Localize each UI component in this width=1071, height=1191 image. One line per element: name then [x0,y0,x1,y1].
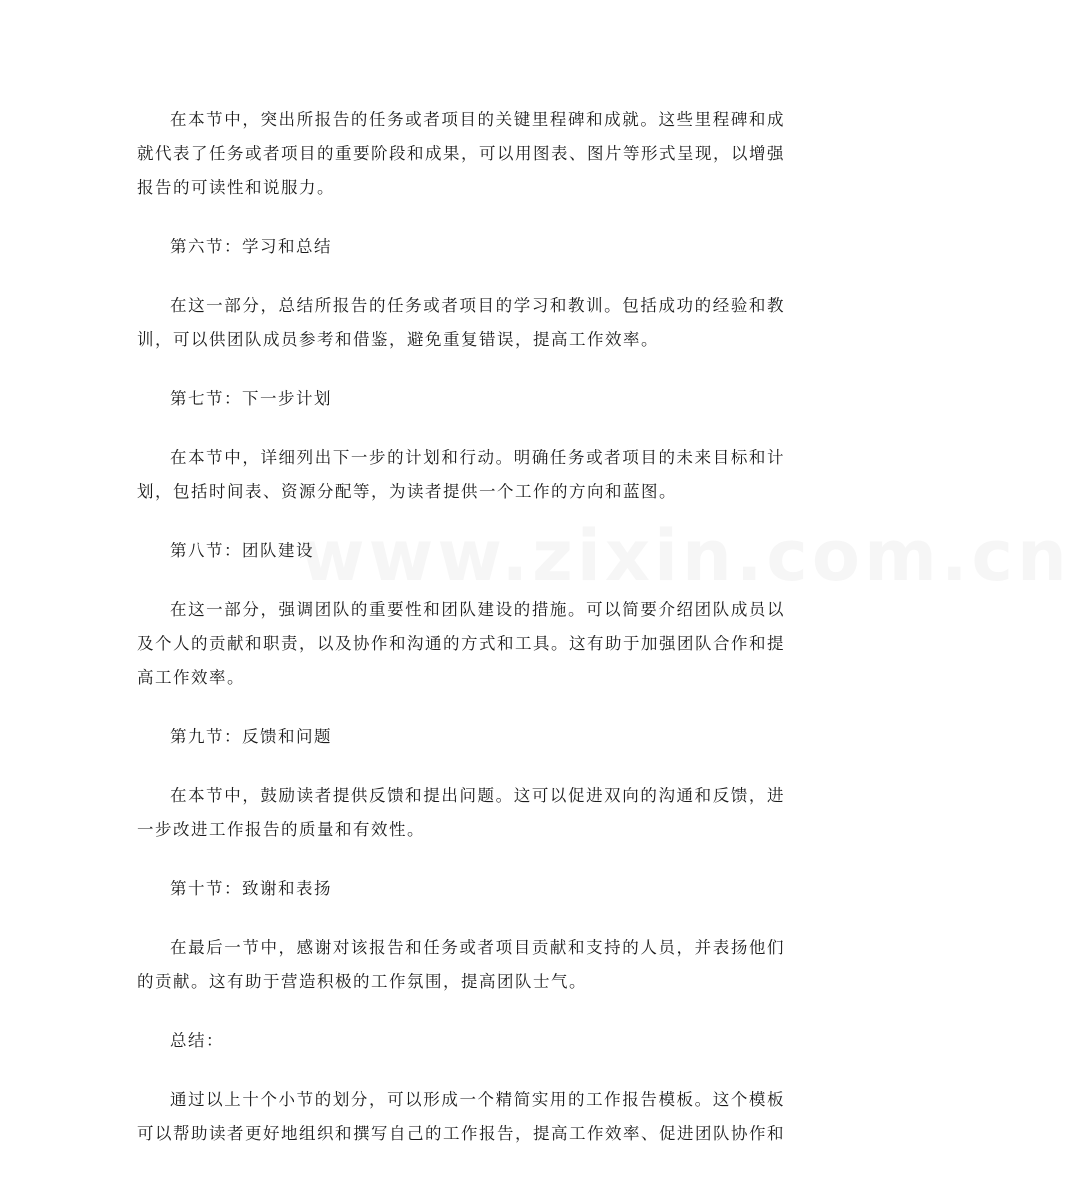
section-heading-7: 第七节：下一步计划 [170,389,332,408]
section-heading-6: 第六节：学习和总结 [170,237,332,256]
section-heading-10: 第十节：致谢和表扬 [170,879,332,898]
paragraph-feedback: 在本节中，鼓励读者提供反馈和提出问题。这可以促进双向的沟通和反馈，进一步改进工作报告的质量和有效性。 [137,786,785,839]
paragraph-summary: 通过以上十个小节的划分，可以形成一个精简实用的工作报告模板。这个模板可以帮助读者更好地组织和撰写自己的工作报告，提高工作效率、促进团队协作和 [137,1090,785,1143]
paragraph-team-building: 在这一部分，强调团队的重要性和团队建设的措施。可以简要介绍团队成员以及个人的贡献和职责，以及协作和沟通的方式和工具。这有助于加强团队合作和提高工作效率。 [137,600,785,687]
summary-heading: 总结： [170,1031,224,1050]
document-body [137,103,785,1176]
watermark-text: www.zixin.com.cn [300,515,1071,597]
section-heading-8: 第八节：团队建设 [170,541,314,560]
paragraph-thanks: 在最后一节中，感谢对该报告和任务或者项目贡献和支持的人员，并表扬他们的贡献。这有助于营造积极的工作氛围，提高团队士气。 [137,938,785,991]
section-heading-9: 第九节：反馈和问题 [170,727,332,746]
paragraph-next-steps: 在本节中，详细列出下一步的计划和行动。明确任务或者项目的未来目标和计划，包括时间表、资源分配等，为读者提供一个工作的方向和蓝图。 [137,448,785,501]
paragraph-learning: 在这一部分，总结所报告的任务或者项目的学习和教训。包括成功的经验和教训，可以供团队成员参考和借鉴，避免重复错误，提高工作效率。 [137,296,785,349]
paragraph-milestones: 在本节中，突出所报告的任务或者项目的关键里程碑和成就。这些里程碑和成就代表了任务或者项目的重要阶段和成果，可以用图表、图片等形式呈现，以增强报告的可读性和说服力。 [137,110,785,197]
